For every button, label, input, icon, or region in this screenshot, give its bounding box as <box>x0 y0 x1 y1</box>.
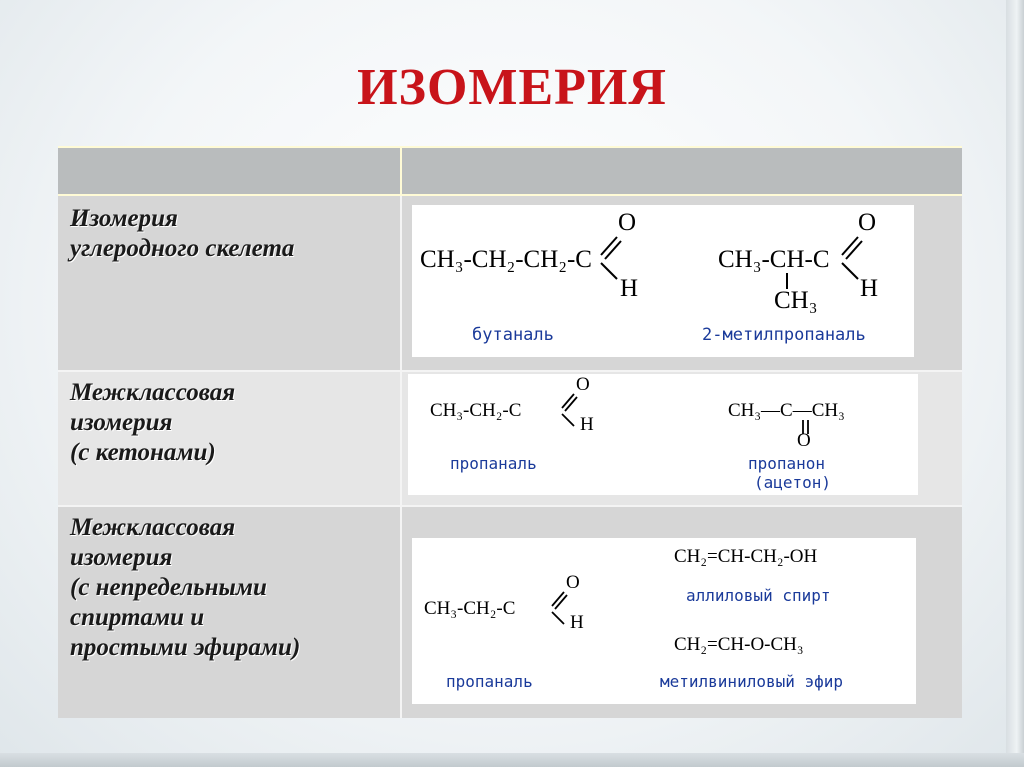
row-label: Межклассовая изомерия (с кетонами) <box>70 379 236 466</box>
formula-panel <box>408 374 918 495</box>
compound-name: пропаналь <box>446 672 533 691</box>
compound-name: бутаналь <box>472 325 554 345</box>
row-label: Изомерия углеродного скелета <box>70 205 295 262</box>
hydrogen-atom: H <box>860 275 879 302</box>
methyl-vinyl-ether-formula: CH₂=CH-O-CH₃ <box>674 634 804 655</box>
compound-alt-name: (ацетон) <box>754 473 832 492</box>
formula-panel <box>412 538 916 704</box>
propanal-formula: CH₃-CH₂-C <box>424 598 516 619</box>
methylpropanal-formula: CH₃-CH-C <box>718 246 830 273</box>
hydrogen-atom: H <box>620 275 639 302</box>
compound-name: пропаналь <box>450 454 537 473</box>
slide-frame-bottom <box>0 753 1024 767</box>
isomerism-table <box>58 146 962 718</box>
methyl-branch: CH₃ <box>774 287 818 314</box>
compound-name: 2-метилпропаналь <box>702 325 866 345</box>
oxygen-atom: O <box>618 209 637 236</box>
table-row <box>58 196 962 370</box>
compound-name: метилвиниловый эфир <box>660 672 844 691</box>
propanone-formula: CH₃—C—CH₃ <box>728 400 845 421</box>
table-row <box>58 370 962 505</box>
oxygen-atom: O <box>566 572 580 593</box>
row-label: Межклассовая изомерия (с непредельными спиртами и простыми эфирами) <box>70 514 301 661</box>
butanal-formula: CH₃-CH₂-CH₂-C <box>420 246 592 273</box>
hydrogen-atom: H <box>570 612 584 633</box>
hydrogen-atom: H <box>580 414 594 435</box>
column-divider <box>400 196 402 718</box>
formula-panel <box>412 205 914 357</box>
table-row <box>58 505 962 718</box>
oxygen-atom: O <box>797 430 811 451</box>
oxygen-atom: O <box>576 374 590 395</box>
table-header-row <box>58 146 962 196</box>
propanal-formula: CH₃-CH₂-C <box>430 400 522 421</box>
allyl-alcohol-formula: CH₂=CH-CH₂-OH <box>674 546 818 567</box>
compound-name: пропанон <box>748 454 826 473</box>
oxygen-atom: O <box>858 209 877 236</box>
slide-title: ИЗОМЕРИЯ <box>357 59 667 116</box>
compound-name: аллиловый спирт <box>686 586 831 605</box>
